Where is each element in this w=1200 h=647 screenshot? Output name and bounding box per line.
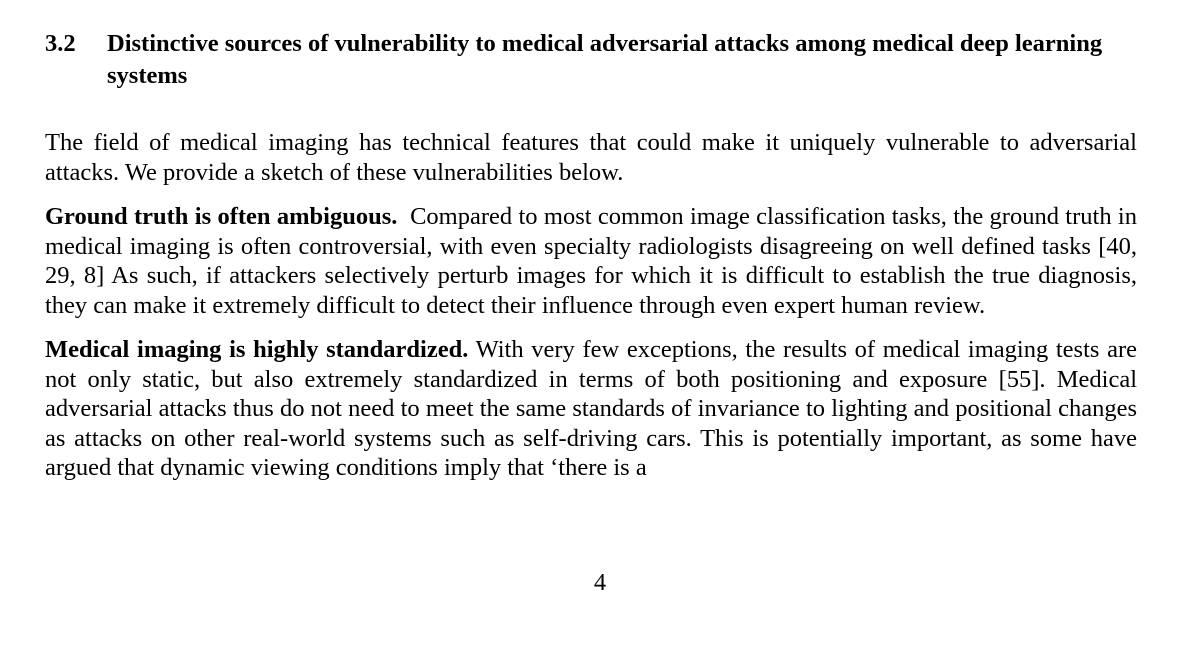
- ground-truth-paragraph: [45, 202, 1137, 320]
- standardized-paragraph: [45, 335, 1137, 483]
- section-title: Distinctive sources of vulnerability to medical adversarial attacks among medical deep learning systems: [107, 30, 1103, 89]
- intro-paragraph: The field of medical imaging has technical features that could make it uniquely vulnerable to adversarial attacks. We provide a sketch of these vulnerabilities below.: [45, 129, 1137, 186]
- ground-truth-body: Compared to most common image classification tasks, the ground truth in medical imaging is often controversial, with even specialty radiologists disagreeing on well defined tasks [40, 29, 8] As such, if attackers selectively perturb images for which it is difficult to establish the true diagnosis, they can make it extremely difficult to detect their influence through even expert human review.: [45, 203, 1137, 319]
- standardized-heading: Medical imaging is highly standardized.: [45, 336, 469, 363]
- section-heading: [45, 28, 1137, 92]
- page-number: 4: [593, 569, 607, 596]
- standardized-body: With very few exceptions, the results of medical imaging tests are not only static, but also extremely standardized in terms of both positioning and exposure [55]. Medical adversarial attacks thus do not need to meet the same standards of invariance to lighting and positional changes as attacks on other real-world systems such as self-driving cars. This is potentially important, as some have argued that dynamic viewing conditions imply that ‘there is a: [45, 336, 1138, 481]
- section-number: 3.2: [45, 30, 76, 57]
- ground-truth-heading: Ground truth is often ambiguous.: [45, 203, 398, 230]
- paper-page: [45, 28, 1137, 483]
